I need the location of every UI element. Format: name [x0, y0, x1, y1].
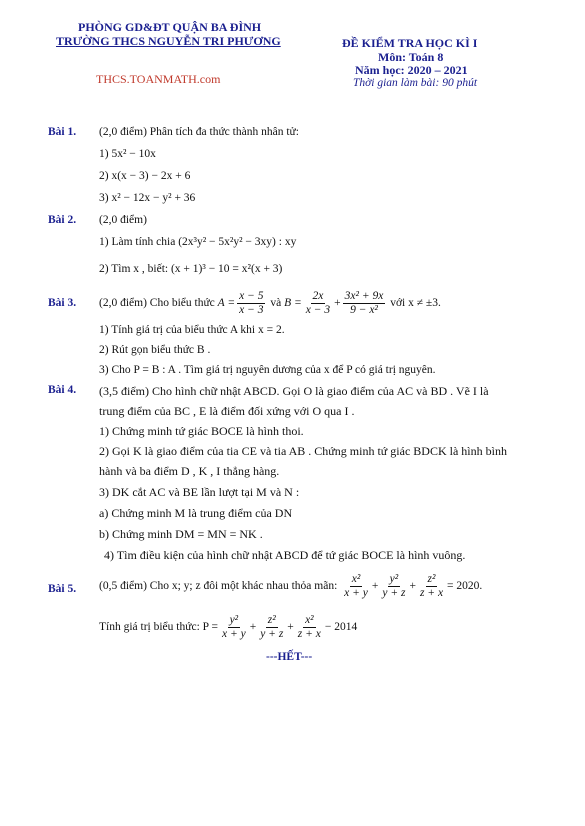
bai1-label: Bài 1. [48, 126, 77, 138]
p-den-3: z + x [297, 627, 321, 640]
bai4-line-3: 1) Chứng minh tứ giác BOCE là hình thoi. [99, 424, 304, 438]
bai1-item-3: 3) x² − 12x − y² + 36 [99, 192, 196, 204]
a-den: x − 3 [239, 303, 264, 316]
b-fraction-2 [343, 290, 386, 317]
p-num-1: y² [229, 613, 239, 626]
bai3-condition: với x ≠ ±3. [390, 297, 441, 309]
b-lhs: B = [284, 297, 302, 309]
bai4-label: Bài 4. [48, 384, 77, 396]
subject: Môn: Toán 8 [378, 50, 444, 64]
p-den-1: x + y [221, 627, 246, 640]
cond-fraction-2 [380, 573, 407, 600]
p-fraction-2 [258, 614, 285, 641]
cond-fraction-3 [418, 573, 445, 600]
bai1-item-1: 1) 5x² − 10x [99, 148, 156, 160]
cond-num-3: z² [427, 572, 436, 585]
end-marker: ---HẾT--- [266, 651, 313, 663]
b-num-2: 3x² + 9x [344, 289, 384, 302]
a-lhs: A = [217, 297, 236, 309]
cond-den-3: z + x [419, 586, 444, 599]
bai1-item-2: 2) x(x − 3) − 2x + 6 [99, 170, 191, 182]
bai2-item-2: 2) Tìm x , biết: (x + 1)³ − 10 = x²(x + 3) [99, 263, 283, 275]
exam-title: ĐỀ KIỂM TRA HỌC KÌ I [342, 36, 478, 50]
b-fraction-1 [304, 290, 332, 317]
p-intro: Tính giá trị biểu thức: P = [99, 621, 218, 633]
a-fraction [237, 290, 265, 317]
bai5-expression: Tính giá trị biểu thức: P = $\frac{\text{y²}}{x + y}$ + $\frac{\text{z²}}{y + z}$ + $\frac{\text{x²}}{z + x}$ − 2014 [99, 613, 358, 640]
bai3-label: Bài 3. [48, 297, 77, 309]
bai4-line-4: 2) Gọi K là giao điểm của tia CE và tia AB . Chứng minh tứ giác BDCK là hình bình [99, 444, 507, 458]
cond-equals: = 2020. [447, 580, 483, 592]
department-name: PHÒNG GD&ĐT QUẬN BA ĐÌNH [78, 20, 262, 34]
cond-den-1: x + y [344, 586, 368, 599]
school-year: Năm học: 2020 – 2021 [355, 63, 468, 77]
school-name: TRƯỜNG THCS NGUYỄN TRI PHƯƠNG [56, 34, 281, 48]
and-word: và [270, 297, 282, 309]
b-plus: + [334, 297, 341, 309]
bai3-intro: (2,0 điểm) Cho biểu thức [99, 297, 215, 309]
cond-fraction-1 [342, 573, 370, 600]
bai3-formula [99, 287, 441, 319]
bai4-line-2: trung điểm của BC , E là điểm đối xứng với O qua I . [99, 404, 355, 418]
bai4-line-8: b) Chứng minh DM = MN = NK . [99, 527, 263, 541]
a-num: x − 5 [239, 289, 264, 302]
bai4-line-7: a) Chứng minh M là trung điểm của DN [99, 506, 293, 520]
bai4-line-5: hành và ba điểm D , K , I thẳng hàng. [99, 464, 280, 478]
bai2-label: Bài 2. [48, 214, 77, 226]
p-fraction-1 [220, 614, 248, 641]
bai3-item-3: 3) Cho P = B : A . Tìm giá trị nguyên dương của x để P có giá trị nguyên. [99, 364, 436, 376]
p-tail: − 2014 [324, 621, 358, 633]
bai1-intro: (2,0 điểm) Phân tích đa thức thành nhân tử: [99, 126, 299, 138]
p-den-2: y + z [260, 627, 284, 640]
p-num-2: z² [267, 613, 276, 626]
cond-den-2: y + z [382, 586, 406, 599]
cond-num-2: y² [389, 572, 399, 585]
cond-num-1: x² [351, 572, 361, 585]
site-link[interactable]: THCS.TOANMATH.com [96, 72, 221, 86]
bai4-line-9: 4) Tìm điều kiện của hình chữ nhật ABCD để tứ giác BOCE là hình vuông. [104, 548, 466, 562]
bai2-item-1: 1) Làm tính chia (2x³y² − 5x²y² − 3xy) : xy [99, 236, 297, 248]
bai3-item-2: 2) Rút gọn biểu thức B . [99, 344, 211, 356]
b-den-1: x − 3 [305, 303, 331, 316]
b-num-1: 2x [312, 289, 324, 302]
duration: Thời gian làm bài: 90 phút [353, 77, 478, 89]
p-num-3: x² [305, 613, 314, 626]
bai4-line-6: 3) DK cắt AC và BE lần lượt tại M và N : [99, 485, 300, 499]
bai5-intro: (0,5 điểm) Cho x; y; z đôi một khác nhau thỏa mãn: [99, 580, 338, 592]
p-fraction-3 [296, 614, 323, 641]
bai2-intro: (2,0 điểm) [99, 214, 147, 226]
bai3-item-1: 1) Tính giá trị của biểu thức A khi x = 2. [99, 324, 285, 336]
b-den-2: 9 − x² [350, 303, 378, 316]
bai5-label: Bài 5. [48, 583, 77, 595]
bai4-line-1: (3,5 điểm) Cho hình chữ nhật ABCD. Gọi O là giao điểm của AC và BD . Vẽ I là [99, 384, 489, 398]
bai5-condition: (0,5 điểm) Cho x; y; z đôi một khác nhau thỏa mãn: $\frac{\text{x²}}{x + y}$ + $\frac{\text{y²}}{y + z}$ + $\frac{\text{z²}}{z + x}$ = 2020. [99, 572, 483, 599]
